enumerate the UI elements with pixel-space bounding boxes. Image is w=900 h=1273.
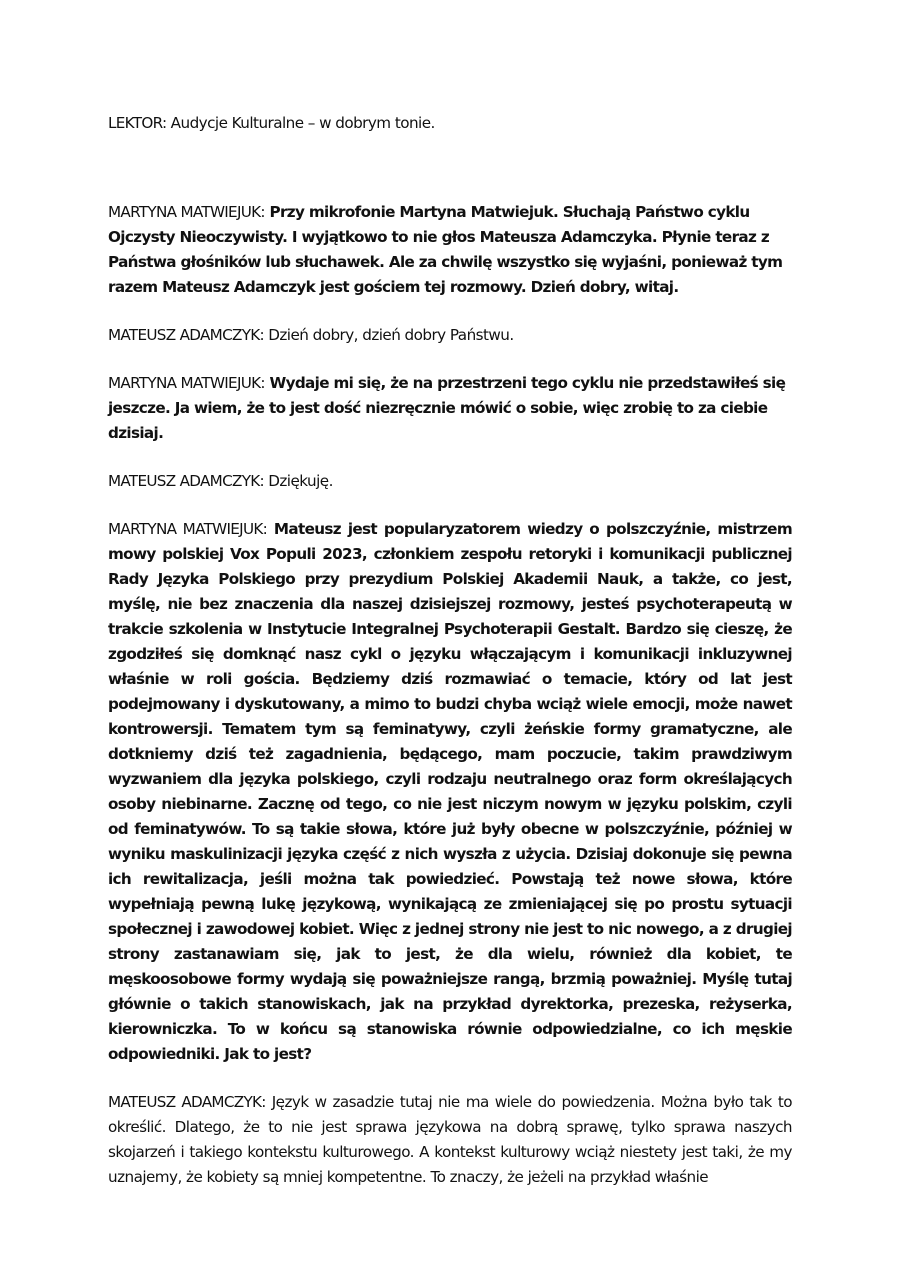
- speaker-label: MARTYNA MATWIEJUK:: [108, 374, 265, 392]
- paragraph-mateusz-thanks: [108, 469, 792, 494]
- speaker-label: MATEUSZ ADAMCZYK:: [108, 1093, 266, 1111]
- paragraph-martyna-bio: [108, 517, 792, 1067]
- spacer: [108, 136, 792, 200]
- paragraph-text: Dziękuję.: [263, 472, 333, 490]
- speaker-label: MARTYNA MATWIEJUK:: [108, 520, 268, 538]
- spacer: [108, 494, 792, 517]
- spacer: [108, 348, 792, 371]
- speaker-label: MATEUSZ ADAMCZYK:: [108, 326, 264, 344]
- paragraph-text: Język w zasadzie tutaj nie ma wiele do powiedzenia. Można było tak to określić. Dlatego, że to nie jest sprawa językowa na dobrą sprawę, tylko sprawa naszych skojarzeń i takiego kontekstu kulturowego. A kontekst kulturowy wciąż niestety jest taki, że my uznajemy, że kobiety są mniej kompetentne. To znaczy, że jeżeli na przykład właśnie: [108, 1093, 792, 1186]
- spacer: [108, 1067, 792, 1090]
- paragraph-martyna-introduce: [108, 371, 792, 446]
- paragraph-mateusz-greeting: [108, 323, 792, 348]
- spacer: [108, 446, 792, 469]
- speaker-label: MATEUSZ ADAMCZYK:: [108, 472, 264, 490]
- transcript-page: [108, 111, 792, 1190]
- spacer: [108, 300, 792, 323]
- paragraph-text: Przy mikrofonie Martyna Matwiejuk. Słuchają Państwo cyklu Ojczysty Nieoczywisty. I wyjątkowo to nie głos Mateusza Adamczyka. Płynie teraz z Państwa głośników lub słuchawek. Ale za chwilę wszystko się wyjaśni, ponieważ tym razem Mateusz Adamczyk jest gościem tej rozmowy. Dzień dobry, witaj.: [108, 203, 783, 296]
- paragraph-text: Audycje Kulturalne – w dobrym tonie.: [166, 114, 435, 132]
- paragraph-mateusz-answer: [108, 1090, 792, 1190]
- speaker-label: LEKTOR:: [108, 114, 167, 132]
- speaker-label: MARTYNA MATWIEJUK:: [108, 203, 265, 221]
- paragraph-martyna-intro: [108, 200, 792, 300]
- paragraph-text: Wydaje mi się, że na przestrzeni tego cyklu nie przedstawiłeś się jeszcze. Ja wiem, że to jest dość niezręcznie mówić o sobie, więc zrobię to za ciebie dzisiaj.: [108, 374, 786, 442]
- paragraph-lektor: [108, 111, 792, 136]
- paragraph-text: Dzień dobry, dzień dobry Państwu.: [263, 326, 514, 344]
- paragraph-text: Mateusz jest popularyzatorem wiedzy o polszczyźnie, mistrzem mowy polskiej Vox Populi 2023, członkiem zespołu retoryki i komunikacji publicznej Rady Języka Polskiego przy prezydium Polskiej Akademii Nauk, a także, co jest, myślę, nie bez znaczenia dla naszej dzisiejszej rozmowy, jesteś psychoterapeutą w trakcie szkolenia w Instytucie Integralnej Psychoterapii Gestalt. Bardzo się cieszę, że zgodziłeś się domknąć nasz cykl o języku włączającym i komunikacji inkluzywnej właśnie w roli gościa. Będziemy dziś rozmawiać o temacie, który od lat jest podejmowany i dyskutowany, a mimo to budzi chyba wciąż wiele emocji, może nawet kontrowersji. Tematem tym są feminatywy, czyli żeńskie formy gramatyczne, ale dotkniemy dziś też zagadnienia, będącego, mam poczucie, takim prawdziwym wyzwaniem dla języka polskiego, czyli rodzaju neutralnego oraz form określających osoby niebinarne. Zacznę od tego, co nie jest niczym nowym w języku polskim, czyli od feminatywów. To są takie słowa, które już były obecne w polszczyźnie, później w wyniku maskulinizacji języka część z nich wyszła z użycia. Dzisiaj dokonuje się pewna ich rewitalizacja, jeśli można tak powiedzieć. Powstają też nowe słowa, które wypełniają pewną lukę językową, wynikającą ze zmieniającej się po prostu sytuacji społecznej i zawodowej kobiet. Więc z jednej strony nie jest to nic nowego, a z drugiej strony zastanawiam się, jak to jest, że dla wielu, również dla kobiet, te męskoosobowe formy wydają się poważniejsze rangą, brzmią poważniej. Myślę tutaj głównie o takich stanowiskach, jak na przykład dyrektorka, prezeska, reżyserka, kierowniczka. To w końcu są stanowiska równie odpowiedzialne, co ich męskie odpowiedniki. Jak to jest?: [108, 520, 792, 1063]
